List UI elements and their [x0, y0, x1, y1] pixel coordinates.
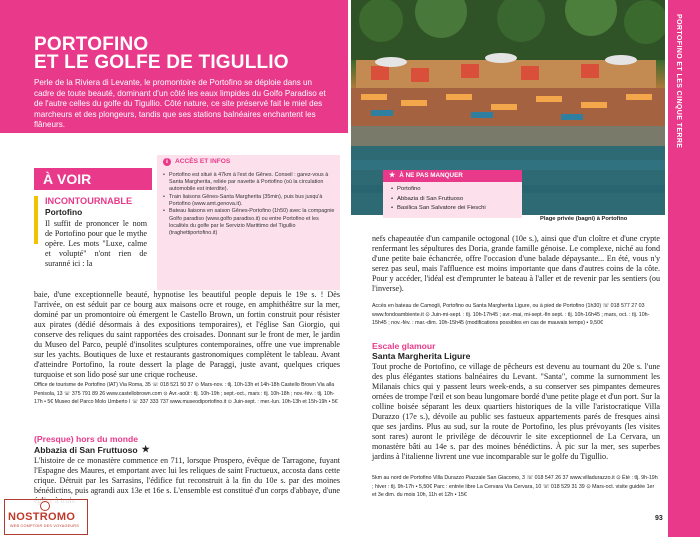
list-item: • Abbazia di San Fruttuoso	[391, 195, 486, 205]
section-side-title: PORTOFINO ET LES CINQUE TERRE	[675, 14, 682, 149]
access-item-car: • Portofino est situé à 47km à l'est de Gênes. Conseil : garez-vous à Santa Margherita, reliée par navette à Portofino (où la circulation automobile est interdite).	[163, 172, 337, 193]
practical-info-santa-margherita: 5km au nord de Portofino Villa Durazzo Piazzale San Giacomo, 3 ☏ 018 547 26 37 www.villadurazzo.it ⊙ Été : tlj. 9h-19h ; hiver : tlj. 9h-17h • 5,50€ Parc : entrée libre La Cervara Via Cervara, 10 ☏ 018 529 31 39 ⊙ Mars-oct. visite guidée 1er et 3e dim. du mois 10h, 11h et 12h • 15€	[372, 475, 658, 499]
access-info-box	[157, 155, 340, 290]
info-icon: i	[163, 158, 171, 166]
access-info-header	[157, 155, 340, 169]
abbaye-title: Abbazia di San Fruttuoso	[34, 444, 138, 455]
ne-pas-manquer-title: À NE PAS MANQUER	[399, 172, 463, 179]
page-number: 93	[655, 515, 663, 522]
star-icon: ★	[141, 444, 150, 454]
nostromo-watermark-logo	[4, 499, 88, 535]
abbaye-subtitle: (Presque) hors du monde	[34, 434, 139, 444]
access-info-title: ACCÈS ET INFOS	[175, 158, 231, 165]
photo-caption: Plage privée (bagni) à Portofino	[540, 216, 628, 222]
incontournable-place: Portofino	[45, 207, 83, 217]
practical-info-abbaye: Accès en bateau de Camogli, Portofino ou Santa Margherita Ligure, ou à pied de Portofino (1h30) ☏ 018 577 27 03 www.fondoambiente.it ⊙ Juin-mi-sept. : tlj. 10h-17h45 ; avr.-mai, mi-sept.-fin sept. : tlj. 10h-16h45 ; mars, oct. : tlj. 10h-15h45 ; nov.-fév. : mar.-dim. 10h-15h45 (modifications possibles en cas de mauvais temps) • 9,50€	[372, 303, 650, 327]
title-line-1: PORTOFINO	[34, 34, 149, 55]
logo-subtitle: WEB COMPTOIR DES VOYAGEURS	[10, 524, 79, 528]
glamour-subtitle: Escale glamour	[372, 341, 436, 351]
title-line-2: ET LE GOLFE DE TIGULLIO	[34, 52, 289, 73]
star-icon: ★	[389, 172, 396, 179]
intro-paragraph: Perle de la Riviera di Levante, le promontoire de Portofino se déploie dans un cadre de toute beauté, dominant d'un côté les eaux limpides du Golfo Paradiso et de l'autre celles du golfe du Tigullio. Côté nature, ce site préservé fait le miel des marcheurs et des plongeurs, tandis que ses stations balnéaires enchantent les flâneurs.	[34, 78, 326, 130]
page-title	[34, 36, 332, 72]
santa-margherita-title: Santa Margherita Ligure	[372, 351, 471, 361]
logo-word: NOSTROMO	[8, 511, 76, 523]
list-item: • Portofino	[391, 185, 486, 195]
abbaye-paragraph: L'histoire de ce monastère commence en 711, lorsque Prospero, évêque de Tarragone, fuyant l'Espagne des Maures, et emportant avec lui les reliques de saint Fructueux, accosta dans cette crique. Détruit par les Sarrasins, l'édifice fut reconstruit à la fin du 10e s. par des moines bénédictins, puis agrandi aux 13e et 16e s. L'ensemble est constitué d'un corps d'abbaye, d'une	[34, 456, 340, 496]
abbaye-heading	[34, 444, 150, 455]
abbaye-paragraph-continued: nefs chapeautée d'un campanile octogonal (10e s.), ainsi que d'un cloître et d'une crypte renfermant les sépultures des Doria, grande famille génoise. Le complexe, niché au fond d'une petite baie échancrée, offre l'occasion d'une balade dépaysante... En été, vous n'y serez pas seul, mais l'affluence est moins importante que dans d'autres coins de la côte. Pour y accéder, l'idéal est d'emprunter le bateau à l'aller et de revenir par les sentiers (ou l'inverse).	[372, 234, 660, 294]
ne-pas-manquer-list	[391, 185, 486, 214]
list-item: • Basilica San Salvatore dei Fieschi	[391, 204, 486, 214]
portofino-paragraph: baie, d'une exceptionnelle beauté, hypnotise les beautiful people depuis le 19e s. ! Dès l'arrivée, on est séduit par ce bourg aux maisons ocre et rouge, en amphithéâtre sur la mer, dominé par un promontoire où émergent le Castello Brown, un fortin construit pour résister aux pirates (dédié désormais à des expositions temporaires), et l'église San Giorgio, qui conserve des reliques du saint rapportées des croisades. Donnant sur le front de mer, le jardin du Museo del Parco, peuplé d'insolites sculptures contemporaines, offre une vue imprenable sur les yachts. Boutiques de luxe et restaurants gastronomiques complètent le tableau. Avant d'atteindre Portofino, la route dessert la plage de Paraggi, juste avant, quelques criques turquoise et son lido posé sur une crique rocheuse.	[34, 290, 340, 380]
santa-margherita-paragraph: Tout proche de Portofino, ce village de pêcheurs est devenu au tournant du 20e s. l'une des plus élégantes stations balnéaires du Levant. "Santa", comme la surnomment les Milanais chics qui y passent leurs week-ends, a su conserver ses pimpantes demeures ornées de trompe l'œil et son beau lungomare bordé d'une petite plage et d'un port. Sur la colline boisée séparant les deux quartiers historiques de la ville l'aristocratique Villa Durazzo (17e s.), dévoile au public ses fastueux appartements parés de fresques ainsi que ses jardins. Plus au sud, sur la route de Portofino, les plus prévoyants (les visites sont rares) auront le privilège de découvrir le site exceptionnel de La Cervara, un monastère bâti au 14e s. par des moines bénédictins. À pic sur la mer, ses superbes jardins à l'italienne livrent une vue incomparable sur le golfe du Tigullio.	[372, 362, 660, 462]
portofino-paragraph-start: Il suffit de prononcer le nom de Portofino pour que le mythe opère. Les mots "Luxe, calme et volupté" n'ont rien de suranné ici : la	[45, 219, 147, 269]
ne-pas-manquer-header	[383, 170, 522, 182]
section-side-band	[668, 0, 700, 537]
access-item-boat: • Bateau liaisons en saison Gênes-Portofino (1h50) avec la compagnie Golfo paradiso (www.golfo paradiso.it) ou entre Portofino et les localités du golfe par le Servizio Marittimo del Tigullio (traghettiportofino.it)	[163, 208, 337, 236]
access-info-list	[163, 172, 337, 237]
ne-pas-manquer-box	[383, 170, 522, 218]
hero-banner	[0, 0, 348, 133]
a-voir-label: À VOIR	[34, 168, 152, 190]
access-item-train: • Train liaisons Gênes-Santa Margherita (35min), puis bus jusqu'à Portofino (www.amt.genova.it).	[163, 194, 337, 208]
left-page	[0, 0, 348, 537]
incontournable-label: INCONTOURNABLE	[45, 196, 133, 206]
practical-info-portofino: Office de tourisme de Portofino (IAT) Via Roma, 35 ☏ 018 521 50 37 ⊙ Mars-nov. : tlj. 10h-13h et 14h-18h Castello Brown Via alla Penisola, 13 ☏ 375 791 89 26 www.castellobrown.com ⊙ Avr.-août : tlj. 10h-19h ; sept.-oct., mars : tlj. 10h-18h ; nov.-fév. : tlj. 10h-17h • 5€ Museo del Parco Molo Umberto I ☏ 337 333 737 www.museodiportofino.it ⊙ Juin-sept. : mer.-lun. 10h-13h et 15h-19h • 5€	[34, 382, 338, 406]
globe-icon	[40, 501, 50, 511]
